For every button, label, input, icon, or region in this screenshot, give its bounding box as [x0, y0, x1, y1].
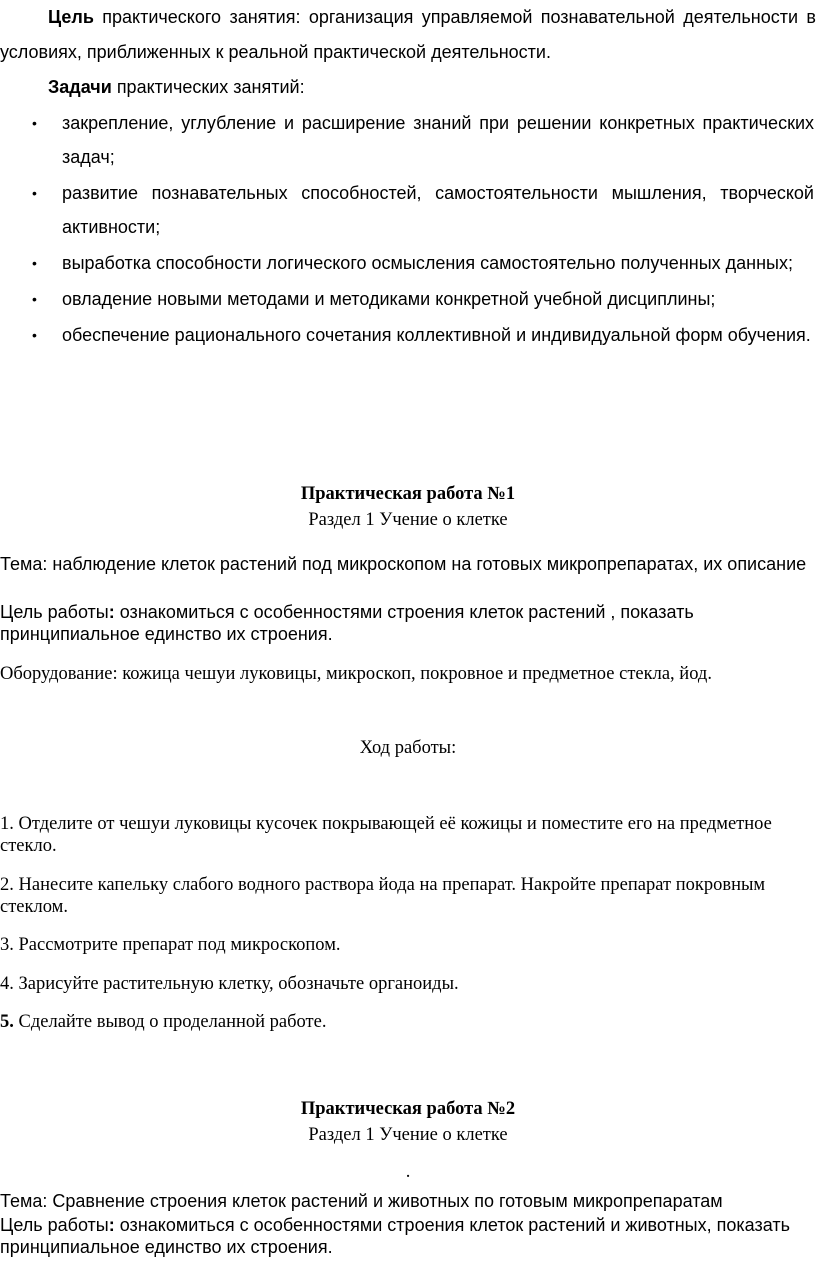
work2-title: Практическая работа №2	[300, 1099, 516, 1119]
bullet-icon: •	[32, 115, 37, 131]
task-item	[0, 176, 816, 244]
task-text: развитие познавательных способностей, самостоятельности мышления, творческой активности;	[62, 183, 814, 237]
work1-step: 2. Нанесите капельку слабого водного раствора йода на препарат. Накройте препарат покровным стеклом.	[0, 875, 766, 917]
work1-goal-text: ознакомиться с особенностями строения клеток растений , показать принципиальное единство их строения.	[0, 602, 694, 644]
task-item	[0, 106, 816, 174]
work1-step5-text: Сделайте вывод о проделанной работе.	[13, 1012, 327, 1032]
intro-goal-paragraph	[0, 0, 816, 70]
work1-step: 3. Рассмотрите препарат под микроскопом.	[0, 935, 341, 955]
work1-step	[0, 1011, 816, 1033]
work1-goal	[0, 601, 816, 645]
work2-section: Раздел 1 Учение о клетке	[308, 1125, 508, 1145]
work1-step: 1. Отделите от чешуи луковицы кусочек покрывающей её кожицы и поместите его на предметное стекло.	[0, 814, 772, 856]
work1-topic: Тема: наблюдение клеток растений под микроскопом на готовых микропрепаратах, их описание	[0, 554, 807, 574]
work2-goal	[0, 1214, 816, 1258]
work2-topic: Тема: Сравнение строения клеток растений и животных по готовым микропрепаратам	[0, 1191, 723, 1211]
intro-goal-text: практического занятия: организация управляемой познавательной деятельности в условиях, приближенных к реальной практической деятельности.	[0, 7, 816, 62]
bullet-icon: •	[32, 327, 37, 343]
intro-tasks-list	[0, 106, 816, 354]
task-item	[0, 318, 816, 352]
intro-tasks-heading	[0, 70, 816, 105]
bullet-icon: •	[32, 291, 37, 307]
work1-procedure-heading: Ход работы:	[359, 738, 457, 758]
work2-goal-label: Цель работы	[0, 1215, 109, 1235]
work2-goal-colon: :	[108, 1215, 115, 1235]
work1-step: 4. Зарисуйте растительную клетку, обозначьте органоиды.	[0, 974, 459, 994]
work1-goal-colon: :	[108, 602, 115, 622]
work1-step5-number: 5.	[0, 1012, 14, 1032]
task-text: овладение новыми методами и методиками конкретной учебной дисциплины;	[62, 289, 716, 309]
bullet-icon: •	[32, 185, 37, 201]
work2-dot: .	[405, 1162, 411, 1182]
work1-section: Раздел 1 Учение о клетке	[308, 510, 508, 530]
work1-title: Практическая работа №1	[300, 484, 516, 504]
work1-goal-label: Цель работы	[0, 602, 109, 622]
work1-equipment: Оборудование: кожица чешуи луковицы, микроскоп, покровное и предметное стекла, йод.	[0, 664, 712, 684]
task-text: закрепление, углубление и расширение знаний при решении конкретных практических задач;	[62, 113, 814, 167]
intro-tasks-label: Задачи	[48, 77, 112, 97]
work2-goal-text: ознакомиться с особенностями строения клеток растений и животных, показать принципиальное единство их строения.	[0, 1215, 790, 1257]
task-item	[0, 282, 816, 316]
bullet-icon: •	[32, 255, 37, 271]
task-item	[0, 246, 816, 280]
task-text: обеспечение рационального сочетания коллективной и индивидуальной форм обучения.	[62, 325, 811, 345]
intro-tasks-text: практических занятий:	[116, 77, 305, 97]
intro-goal-label: Цель	[48, 7, 94, 27]
task-text: выработка способности логического осмысления самостоятельно полученных данных;	[62, 253, 793, 273]
